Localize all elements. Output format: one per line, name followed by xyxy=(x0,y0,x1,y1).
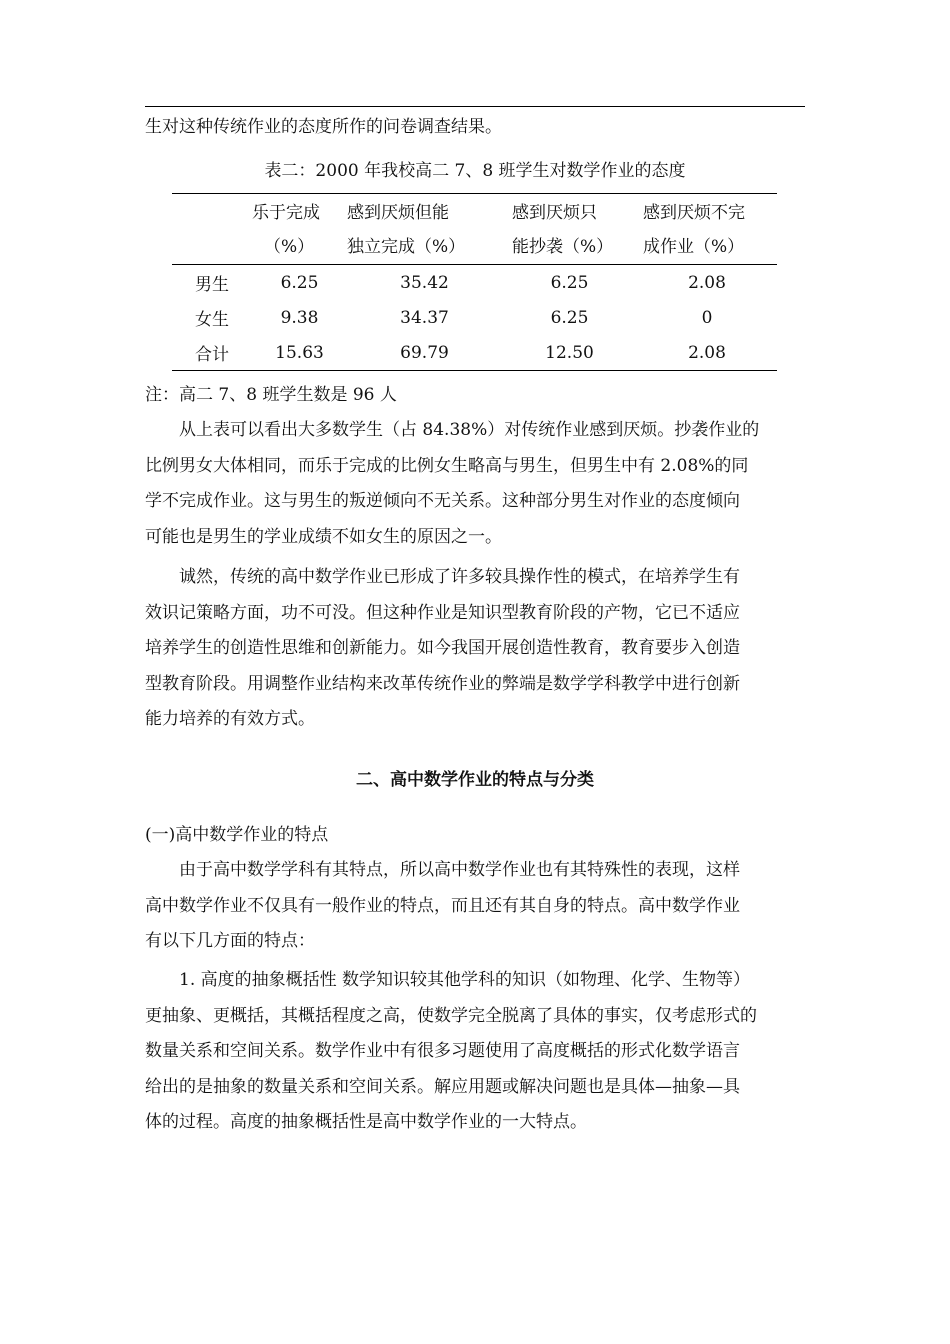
subheading: (一)高中数学作业的特点 xyxy=(145,825,329,845)
table-cell: 6.25 xyxy=(280,272,319,293)
table-header-row xyxy=(172,194,777,265)
section-heading: 二、高中数学作业的特点与分类 xyxy=(356,770,594,790)
text-line: 高中数学作业不仅具有一般作业的特点，而且还有其自身的特点。高中数学作业 xyxy=(145,895,740,916)
table-cell: 0 xyxy=(701,307,713,328)
table-cell: 9.38 xyxy=(280,307,319,328)
text-line: 诚然，传统的高中数学作业已形成了许多较具操作性的模式，在培养学生有 xyxy=(179,567,740,587)
table-row-male xyxy=(172,265,777,301)
text-line: 注：高二 7、8 班学生数是 96 人 xyxy=(145,385,397,405)
table-note xyxy=(145,378,808,414)
text-line: 培养学生的创造性思维和创新能力。如今我国开展创造性教育，教育要步入创造 xyxy=(145,638,740,658)
header-text: 能抄袭（%） xyxy=(512,237,614,257)
header-text: 成作业（%） xyxy=(643,237,745,257)
table-cell: 35.42 xyxy=(400,272,449,293)
table-caption: 表二：2000 年我校高二 7、8 班学生对数学作业的态度 xyxy=(264,161,686,181)
text-line: 比例男女大体相同，而乐于完成的比例女生略高与男生，但男生中有 2.08%的同 xyxy=(145,455,749,476)
table-cell: 34.37 xyxy=(400,307,449,328)
header-cell-empty xyxy=(172,194,252,265)
header-text: 感到厌烦只 xyxy=(512,203,597,223)
table-row-female xyxy=(172,300,777,335)
text-line: 可能也是男生的学业成绩不如女生的原因之一。 xyxy=(145,526,502,547)
text-line: 有以下几方面的特点： xyxy=(145,931,315,951)
text-line: 体的过程。高度的抽象概括性是高中数学作业的一大特点。 xyxy=(145,1112,587,1132)
table-cell: 15.63 xyxy=(275,342,324,363)
intro-line xyxy=(145,110,808,146)
paragraph-1 xyxy=(145,413,808,555)
header-cell-bored-incomplete xyxy=(637,194,777,265)
text-line: 从上表可以看出大多数学生（占 84.38%）对传统作业感到厌烦。抄袭作业的 xyxy=(179,420,760,440)
header-text: （%） xyxy=(264,237,315,257)
header-text: 感到厌烦但能 xyxy=(347,203,449,223)
header-text: 感到厌烦不完 xyxy=(643,203,745,223)
paragraph-3 xyxy=(145,853,808,960)
attitude-table xyxy=(172,193,777,371)
text-line: 给出的是抽象的数量关系和空间关系。解应用题或解决问题也是具体—抽象—具 xyxy=(145,1076,740,1097)
text-line: 数量关系和空间关系。数学作业中有很多习题使用了高度概括的形式化数学语言 xyxy=(145,1041,740,1061)
text-line: 学不完成作业。这与男生的叛逆倾向不无关系。这种部分男生对作业的态度倾向 xyxy=(145,491,740,511)
text-line: 生对这种传统作业的态度所作的问卷调查结果。 xyxy=(145,117,502,137)
header-text: 乐于完成 xyxy=(252,203,320,223)
text-line: 效识记策略方面，功不可没。但这种作业是知识型教育阶段的产物，它已不适应 xyxy=(145,602,740,623)
paragraph-2 xyxy=(145,560,808,738)
text-line: 型教育阶段。用调整作业结构来改革传统作业的弊端是数学学科教学中进行创新 xyxy=(145,673,740,694)
table-cell: 2.08 xyxy=(688,342,726,363)
table-cell: 6.25 xyxy=(550,307,589,328)
table-cell: 2.08 xyxy=(688,272,726,293)
table-row-total xyxy=(172,335,777,371)
header-cell-willing xyxy=(252,194,347,265)
table-cell: 12.50 xyxy=(545,342,594,363)
text-line: 1. 高度的抽象概括性 数学知识较其他学科的知识（如物理、化学、生物等） xyxy=(179,970,751,990)
text-line: 由于高中数学学科有其特点，所以高中数学作业也有其特殊性的表现，这样 xyxy=(179,860,740,880)
row-label: 合计 xyxy=(195,345,229,365)
header-cell-bored-copy xyxy=(502,194,637,265)
header-rule xyxy=(145,106,805,107)
text-line: 能力培养的有效方式。 xyxy=(145,709,315,729)
table-cell: 69.79 xyxy=(400,342,449,363)
header-text: 独立完成（%） xyxy=(347,237,466,257)
row-label: 男生 xyxy=(195,275,229,295)
paragraph-4 xyxy=(145,963,808,1141)
header-cell-bored-independent xyxy=(347,194,502,265)
text-line: 更抽象、更概括，其概括程度之高，使数学完全脱离了具体的事实，仅考虑形式的 xyxy=(145,1005,757,1026)
table-cell: 6.25 xyxy=(550,272,589,293)
row-label: 女生 xyxy=(195,310,229,330)
